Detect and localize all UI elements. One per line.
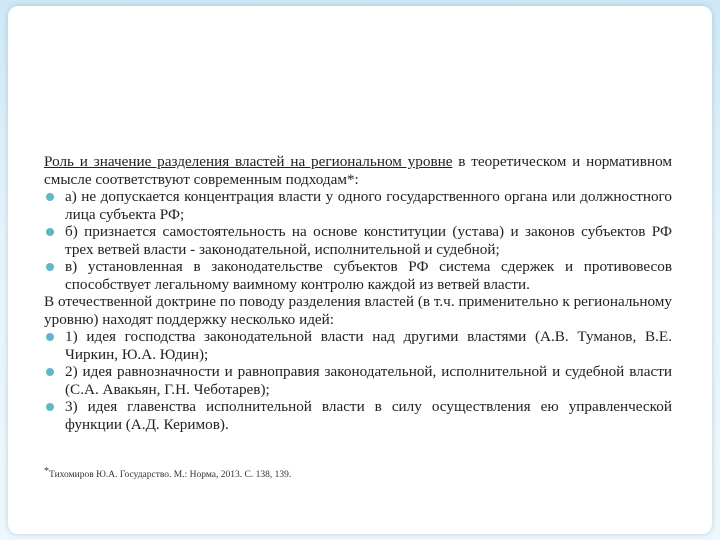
footnote-text: Тихомиров Ю.А. Государство. М.: Норма, 2013. С. 138, 139. bbox=[49, 470, 292, 480]
footnote-mark: * bbox=[44, 466, 49, 477]
bullet-text: а) не допускается концентрация власти у одного государственного органа или должностного лица субъекта РФ; bbox=[65, 188, 672, 223]
middle-paragraph: В отечественной доктрине по поводу разделения властей (в т.ч. применительно к региональному уровню) находят поддержку несколько идей: bbox=[44, 293, 672, 328]
bullet-item-1 bbox=[44, 328, 672, 363]
bullet-dot-icon bbox=[46, 228, 54, 236]
footnote bbox=[44, 466, 291, 480]
slide-body bbox=[44, 153, 672, 433]
bullet-dot-icon bbox=[46, 193, 54, 201]
bullet-item-b bbox=[44, 223, 672, 258]
bullet-text: 3) идея главенства исполнительной власти в силу осуществления ею управленческой функции (А.Д. Керимов). bbox=[65, 398, 672, 433]
bullet-dot-icon bbox=[46, 368, 54, 376]
bullet-text: б) признается самостоятельность на основе конституции (устава) и законов субъектов РФ трех ветвей власти - законодательной, исполнительной и судебной; bbox=[65, 223, 672, 258]
bullet-item-3 bbox=[44, 398, 672, 433]
bullet-dot-icon bbox=[46, 263, 54, 271]
intro-rest: в теоретическом и нормативном смысле соответствуют современным подходам*: bbox=[44, 153, 672, 188]
bullet-item-a bbox=[44, 188, 672, 223]
intro-paragraph bbox=[44, 153, 672, 188]
bullet-item-c bbox=[44, 258, 672, 293]
bullet-item-2 bbox=[44, 363, 672, 398]
bullet-text: 1) идея господства законодательной власти над другими властями (А.В. Туманов, В.Е. Чиркин, Ю.А. Юдин); bbox=[65, 328, 672, 363]
bullet-dot-icon bbox=[46, 403, 54, 411]
bullet-text: 2) идея равнозначности и равноправия законодательной, исполнительной и судебной власти (С.А. Авакьян, Г.Н. Чеботарев); bbox=[65, 363, 672, 398]
intro-underlined: Роль и значение разделения властей на региональном уровне bbox=[44, 153, 453, 170]
bullet-dot-icon bbox=[46, 333, 54, 341]
bullet-text: в) установленная в законодательстве субъектов РФ система сдержек и противовесов способствует легальному ваимному контролю каждой из ветвей власти. bbox=[65, 258, 672, 293]
